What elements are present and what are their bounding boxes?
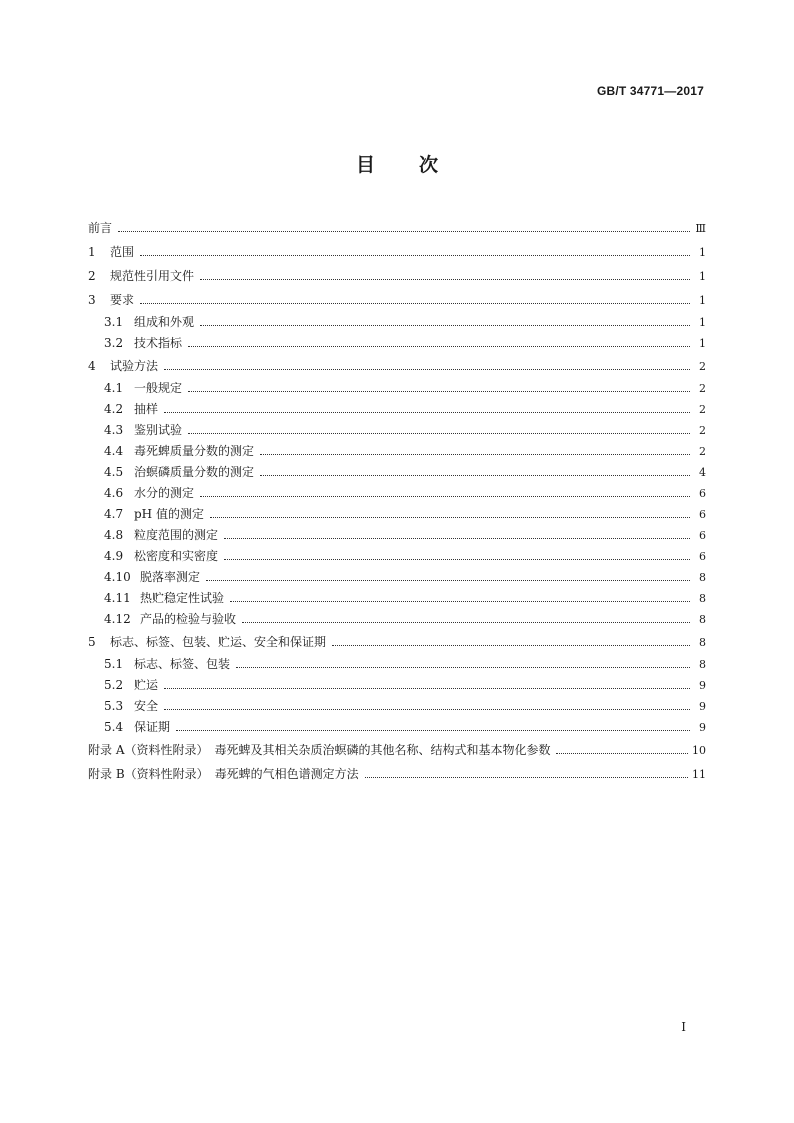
toc-entry-title: 规范性引用文件 <box>110 269 195 283</box>
toc-entry[interactable] <box>88 354 706 378</box>
toc-entry-number: 4.8 <box>104 528 124 542</box>
toc-entry-number: 4 <box>88 359 96 373</box>
toc-entry-page: 2 <box>699 424 706 437</box>
toc-entry-title: 毒死蜱质量分数的测定 <box>134 444 255 458</box>
toc-entry-title: 产品的检验与验收 <box>140 612 237 626</box>
toc-entry-page: 2 <box>699 445 706 458</box>
standard-number: GB/T 34771—2017 <box>596 84 704 98</box>
toc-entry-title: 贮运 <box>134 678 159 692</box>
toc-entry-number: 2 <box>88 269 96 283</box>
toc-entry-number: 4.1 <box>104 381 124 395</box>
toc-entry-number: 5.2 <box>104 678 124 692</box>
toc-entry-title: pH 值的测定 <box>134 507 204 521</box>
toc-dot-leader <box>164 369 690 370</box>
toc-entry[interactable] <box>88 504 706 525</box>
toc-dot-leader <box>206 580 690 581</box>
toc-entry-title: 技术指标 <box>134 336 183 350</box>
toc-entry-page: 8 <box>699 592 706 605</box>
toc-entry[interactable] <box>88 738 706 762</box>
toc-entry[interactable] <box>88 288 706 312</box>
toc-entry-page: 11 <box>692 768 706 781</box>
toc-entry[interactable] <box>88 675 706 696</box>
toc-dot-leader <box>224 559 690 560</box>
toc-entry-page: 6 <box>699 550 706 563</box>
toc-entry[interactable] <box>88 546 706 567</box>
table-of-contents <box>88 216 706 786</box>
toc-dot-leader <box>164 709 690 710</box>
toc-entry-page: 8 <box>699 613 706 626</box>
toc-entry[interactable] <box>88 264 706 288</box>
toc-entry-number: 4.10 <box>104 570 131 584</box>
toc-dot-leader <box>224 538 690 539</box>
toc-dot-leader <box>260 454 690 455</box>
toc-entry-page: 9 <box>699 721 706 734</box>
toc-entry-title: 一般规定 <box>134 381 183 395</box>
toc-entry-page: 6 <box>699 529 706 542</box>
toc-entry-title: 前言 <box>88 221 113 235</box>
toc-entry-title: 热贮稳定性试验 <box>140 591 225 605</box>
toc-entry-title: 粒度范围的测定 <box>134 528 219 542</box>
toc-entry-number: 1 <box>88 245 96 259</box>
toc-dot-leader <box>164 688 690 689</box>
toc-dot-leader <box>210 517 690 518</box>
toc-entry-page: 1 <box>699 316 706 329</box>
toc-entry-page: 2 <box>699 403 706 416</box>
toc-dot-leader <box>230 601 690 602</box>
toc-entry[interactable] <box>88 483 706 504</box>
toc-entry[interactable] <box>88 654 706 675</box>
toc-entry-page: 8 <box>699 571 706 584</box>
toc-entry[interactable] <box>88 588 706 609</box>
toc-entry-number: 5.4 <box>104 720 124 734</box>
toc-entry-title: 附录 B（资料性附录） 毒死蜱的气相色谱测定方法 <box>88 767 359 781</box>
toc-entry-title: 标志、标签、包装 <box>134 657 231 671</box>
toc-entry-number: 4.2 <box>104 402 124 416</box>
toc-dot-leader <box>200 496 690 497</box>
toc-entry-number: 4.3 <box>104 423 124 437</box>
toc-dot-leader <box>176 730 690 731</box>
toc-entry-number: 4.11 <box>104 591 131 605</box>
footer-page-number: I <box>681 1020 686 1034</box>
toc-entry-title: 要求 <box>110 293 135 307</box>
toc-entry-page: 8 <box>699 658 706 671</box>
toc-entry-number: 4.7 <box>104 507 124 521</box>
toc-entry-page: 9 <box>699 679 706 692</box>
toc-entry[interactable] <box>88 630 706 654</box>
toc-entry-number: 5 <box>88 635 96 649</box>
toc-entry-number: 5.3 <box>104 699 124 713</box>
toc-dot-leader <box>260 475 690 476</box>
toc-entry-title: 保证期 <box>134 720 171 734</box>
toc-entry-page: 6 <box>699 487 706 500</box>
toc-dot-leader <box>242 622 690 623</box>
toc-entry[interactable] <box>88 441 706 462</box>
toc-dot-leader <box>188 346 690 347</box>
toc-dot-leader <box>365 777 688 778</box>
toc-entry[interactable] <box>88 240 706 264</box>
toc-entry[interactable] <box>88 762 706 786</box>
page-title: 目次 <box>355 154 482 176</box>
toc-entry-page: 9 <box>699 700 706 713</box>
toc-dot-leader <box>556 753 688 754</box>
toc-entry[interactable] <box>88 609 706 630</box>
toc-entry-page: 6 <box>699 508 706 521</box>
toc-entry-number: 4.5 <box>104 465 124 479</box>
toc-dot-leader <box>200 279 690 280</box>
toc-entry-number: 5.1 <box>104 657 124 671</box>
toc-entry[interactable] <box>88 216 706 240</box>
toc-entry-page: 10 <box>692 744 706 757</box>
toc-entry-title: 范围 <box>110 245 135 259</box>
toc-entry-page: 1 <box>699 270 706 283</box>
toc-entry-title: 标志、标签、包装、贮运、安全和保证期 <box>110 635 327 649</box>
toc-entry-title: 松密度和实密度 <box>134 549 219 563</box>
toc-entry-title: 脱落率测定 <box>140 570 201 584</box>
toc-entry-number: 3.1 <box>104 315 124 329</box>
toc-dot-leader <box>236 667 690 668</box>
toc-entry-page: 2 <box>699 382 706 395</box>
toc-entry-page: 1 <box>699 294 706 307</box>
toc-entry-page: 4 <box>699 466 706 479</box>
toc-entry-title: 抽样 <box>134 402 159 416</box>
toc-entry-number: 3 <box>88 293 96 307</box>
toc-dot-leader <box>200 325 690 326</box>
toc-entry[interactable] <box>88 333 706 354</box>
toc-entry-title: 组成和外观 <box>134 315 195 329</box>
toc-entry[interactable] <box>88 462 706 483</box>
toc-entry[interactable] <box>88 312 706 333</box>
toc-dot-leader <box>164 412 690 413</box>
toc-entry-page: Ⅲ <box>695 222 706 235</box>
toc-entry[interactable] <box>88 399 706 420</box>
toc-dot-leader <box>188 391 690 392</box>
toc-entry-number: 4.6 <box>104 486 124 500</box>
toc-entry-page: 1 <box>699 246 706 259</box>
toc-entry[interactable] <box>88 717 706 738</box>
toc-dot-leader <box>140 303 690 304</box>
toc-entry-title: 附录 A（资料性附录） 毒死蜱及其相关杂质治螟磷的其他名称、结构式和基本物化参数 <box>88 743 551 757</box>
toc-entry-title: 治螟磷质量分数的测定 <box>134 465 255 479</box>
toc-entry-title: 安全 <box>134 699 159 713</box>
toc-entry-page: 8 <box>699 636 706 649</box>
toc-dot-leader <box>118 231 690 232</box>
toc-dot-leader <box>188 433 690 434</box>
toc-dot-leader <box>332 645 690 646</box>
toc-entry-title: 试验方法 <box>110 359 159 373</box>
toc-entry-title: 鉴别试验 <box>134 423 183 437</box>
toc-entry[interactable] <box>88 696 706 717</box>
toc-entry-number: 4.4 <box>104 444 124 458</box>
toc-entry[interactable] <box>88 378 706 399</box>
toc-dot-leader <box>140 255 690 256</box>
toc-entry-number: 4.12 <box>104 612 131 626</box>
toc-entry[interactable] <box>88 420 706 441</box>
toc-entry-number: 3.2 <box>104 336 124 350</box>
toc-entry-page: 1 <box>699 337 706 350</box>
toc-entry-page: 2 <box>699 360 706 373</box>
toc-entry-number: 4.9 <box>104 549 124 563</box>
toc-entry[interactable] <box>88 567 706 588</box>
toc-entry-title: 水分的测定 <box>134 486 195 500</box>
toc-entry[interactable] <box>88 525 706 546</box>
